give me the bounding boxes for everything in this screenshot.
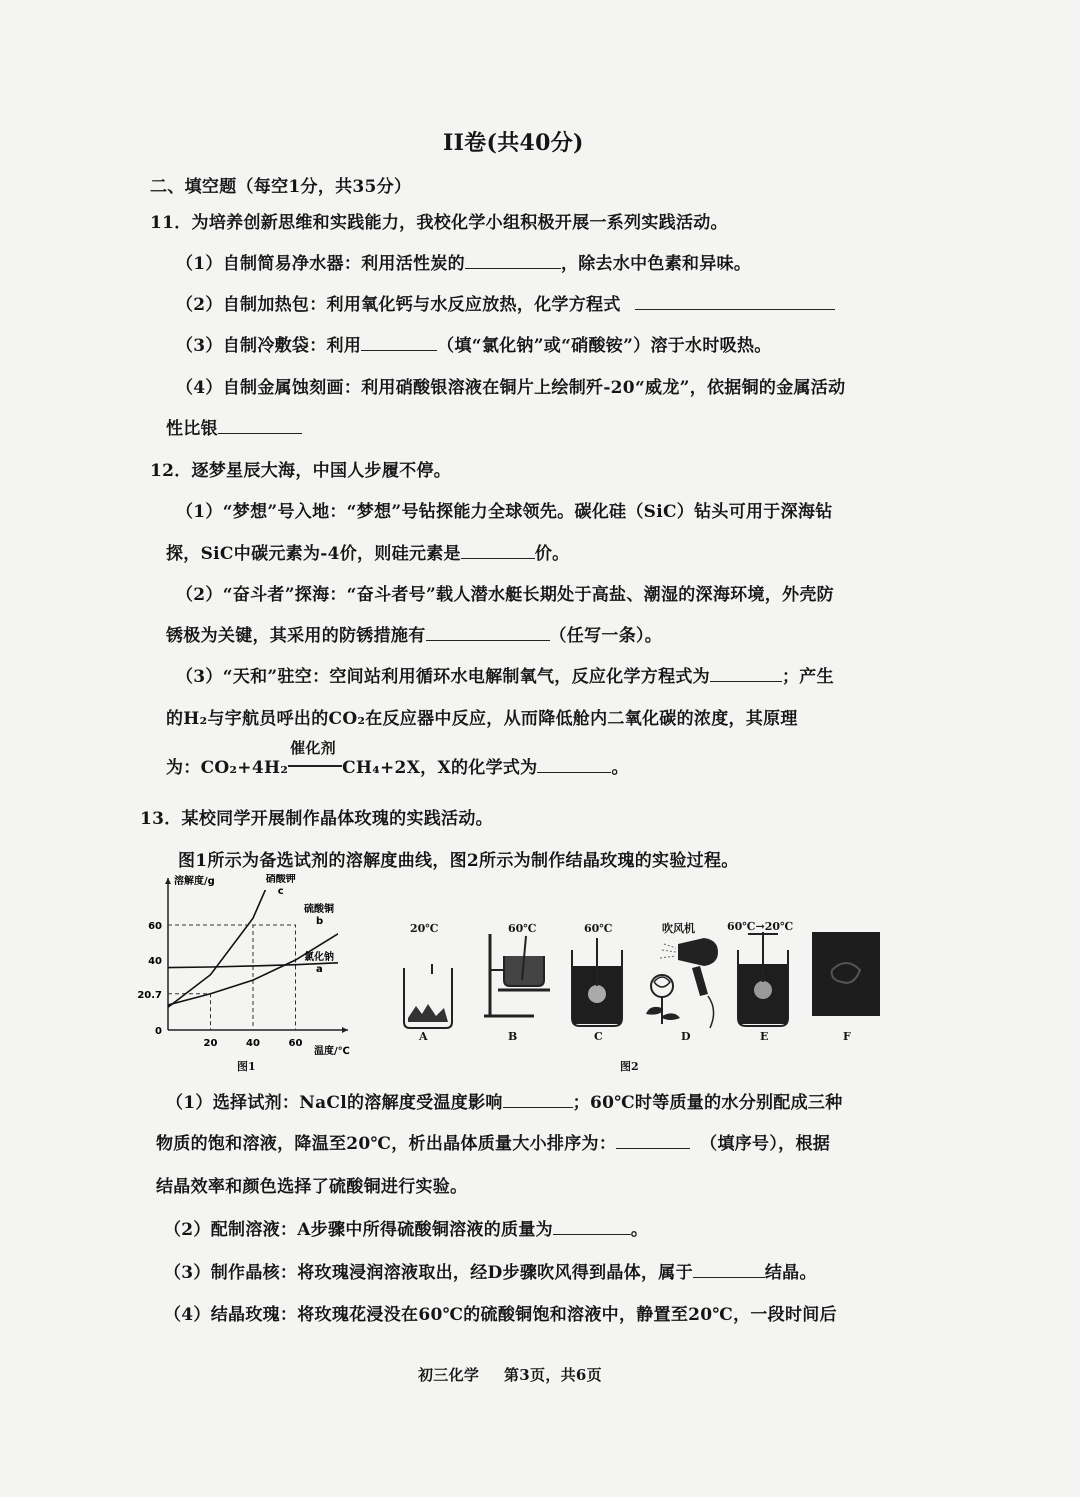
answer-blank[interactable]: [616, 1134, 690, 1149]
footer-page: 第3页，共6页: [504, 1366, 602, 1384]
q11-p1-text: （1）自制简易净水器：利用活性炭的: [176, 254, 465, 274]
q13-p4: （4）结晶玫瑰：将玫瑰花浸没在60℃的硫酸铜饱和溶液中，静置至20℃，一段时间后: [164, 1305, 837, 1325]
y-tick-label: 0: [155, 1026, 162, 1037]
equation-right: CH₄+2X，X的化学式为: [342, 758, 538, 778]
step-c-label: C: [594, 1030, 603, 1043]
rose-icon: [646, 975, 680, 1024]
q13-p3-text2: 结晶。: [764, 1263, 817, 1283]
y-tick-label: 20.7: [137, 989, 162, 1001]
step-a-label: A: [419, 1030, 428, 1043]
q13-p1-end: 结晶效率和颜色选择了硫酸铜进行实验。: [156, 1177, 468, 1197]
q12-p1-text2: 价。: [534, 544, 570, 564]
step-c-beaker: [572, 938, 622, 1026]
q13-p3: [164, 1258, 817, 1283]
q11-stem: 11．为培养创新思维和实践能力，我校化学小组积极开展一系列实践活动。: [150, 213, 728, 233]
q11-p4: （4）自制金属蚀刻画：利用硝酸银溶液在铜片上绘制歼-20“威龙”，依据铜的金属活动: [176, 378, 846, 398]
x-tick-label: 40: [246, 1038, 260, 1049]
footer-subject: 初三化学: [418, 1366, 480, 1384]
q11-p1: [176, 249, 751, 274]
q12-p1-text: 探，SiC中碳元素为-4价，则硅元素是: [166, 544, 461, 564]
answer-blank[interactable]: [693, 1263, 765, 1278]
q12-p3-text: （3）“天和”驻空：空间站利用循环水电解制氧气，反应化学方程式为: [176, 667, 710, 687]
q13-p2-text: （2）配制溶液：A步骤中所得硫酸铜溶液的质量为: [164, 1220, 553, 1240]
q12-p3: [176, 662, 834, 687]
step-f-label: F: [843, 1030, 851, 1043]
q12-p1: （1）“梦想”号入地：“梦想”号钻探能力全球领先。碳化硅（SiC）钻头可用于深海钻: [176, 502, 833, 522]
section-heading: 二、填空题（每空1分，共35分）: [150, 177, 412, 197]
q11-p4-text: 性比银: [166, 419, 218, 439]
q13-p1-text2: ；60℃时等质量的水分别配成三种: [572, 1093, 843, 1113]
series-letter-label: b: [316, 916, 324, 927]
q11-p2-text: （2）自制加热包：利用氧化钙与水反应放热，化学方程式: [176, 295, 621, 315]
q12-p3-cont: 的H₂与宇航员呼出的CO₂在反应器中反应，从而降低舱内二氧化碳的浓度，其原理: [166, 709, 798, 729]
y-axis-arrow: [165, 878, 171, 884]
q13-p2: [164, 1215, 648, 1240]
q13-p3-text: （3）制作晶核：将玫瑰浸润溶液取出，经D步骤吹风得到晶体，属于: [164, 1263, 693, 1283]
step-b-stand: [484, 934, 550, 1016]
q12-p3-text2: ；产生: [781, 667, 834, 687]
series-name-label: 氯化钠: [304, 952, 334, 963]
q11-p3-text: （3）自制冷敷袋：利用: [176, 336, 362, 356]
y-tick-label: 60: [148, 921, 162, 932]
equation-left: 为：CO₂+4H₂: [166, 758, 289, 778]
solubility-chart: [134, 874, 364, 1059]
answer-blank[interactable]: [218, 419, 302, 434]
q13-p1: [166, 1088, 843, 1113]
series-letter-label: c: [277, 886, 284, 897]
experiment-figure: [392, 910, 882, 1040]
step-b-label: B: [508, 1030, 518, 1043]
q13-p1-text: （1）选择试剂：NaCl的溶解度受温度影响: [166, 1093, 503, 1113]
fig1-caption: 图1: [237, 1060, 256, 1073]
step-d-label: 吹风机: [662, 922, 695, 935]
q11-p3: [176, 331, 772, 356]
hair-dryer-icon: [678, 938, 718, 1028]
period: 。: [611, 758, 629, 778]
answer-blank[interactable]: [465, 254, 561, 269]
page-title: II卷(共40分): [443, 130, 584, 156]
step-e-beaker: [738, 932, 788, 1026]
q12-p2: （2）“奋斗者”探海：“奋斗者号”载人潜水艇长期处于高盐、潮湿的深海环境，外壳防: [176, 585, 834, 605]
series-name-label: 硫酸铜: [304, 904, 334, 915]
step-c-temp: 60℃: [584, 922, 613, 935]
x-tick-label: 60: [288, 1038, 303, 1049]
q13-stem: 13．某校同学开展制作晶体玫瑰的实践活动。: [140, 809, 493, 829]
q12-p3-equation: [166, 739, 629, 778]
q11-p3-text2: （填“氯化钠”或“硝酸铵”）溶于水时吸热。: [437, 336, 772, 356]
series-line: [168, 874, 281, 1007]
q11-p2: [176, 290, 835, 315]
series-letter-label: a: [316, 964, 323, 975]
answer-blank[interactable]: [503, 1093, 573, 1108]
q12-p1-cont: [166, 539, 569, 564]
answer-blank[interactable]: [426, 626, 550, 641]
step-d-letter: D: [681, 1030, 691, 1043]
answer-blank[interactable]: [537, 758, 611, 773]
step-d-dryer: [646, 938, 718, 1028]
q12-p2-text2: （任写一条）。: [549, 626, 663, 646]
q13-p1-text4: （填序号），根据: [700, 1134, 831, 1154]
q12-p2-cont: [166, 621, 662, 646]
step-a-beaker: [404, 964, 452, 1028]
crystal-pile-icon: [408, 1004, 448, 1022]
q13-p1-cont: [156, 1129, 830, 1154]
step-a-temp: 20℃: [410, 922, 439, 935]
q11-p1-text2: ，除去水中色素和异味。: [560, 254, 752, 274]
q13-p2-text2: 。: [630, 1220, 649, 1240]
step-e-temp: 60℃→20℃: [727, 920, 794, 933]
q12-stem: 12．逐梦星辰大海，中国人步履不停。: [150, 461, 452, 481]
y-tick-label: 40: [148, 956, 162, 967]
q13-intro: 图1所示为备选试剂的溶解度曲线，图2所示为制作结晶玫瑰的实验过程。: [178, 851, 739, 871]
series-name-label: 硝酸钾: [265, 874, 296, 885]
x-tick-label: 20: [203, 1038, 218, 1049]
answer-blank[interactable]: [553, 1220, 631, 1235]
step-e-label: E: [760, 1030, 769, 1043]
catalyst-label: 催化剂: [290, 739, 336, 757]
answer-blank[interactable]: [461, 544, 535, 559]
q12-p2-text: 锈极为关键，其采用的防锈措施有: [166, 626, 426, 646]
step-b-temp: 60℃: [508, 922, 537, 935]
q13-p1-text3: 物质的饱和溶液，降温至20℃，析出晶体质量大小排序为：: [156, 1134, 617, 1154]
answer-blank[interactable]: [635, 295, 835, 310]
q11-p4-cont: [166, 414, 302, 439]
x-axis-label: 温度/℃: [314, 1046, 350, 1057]
step-f-photo: [812, 932, 880, 1016]
reaction-line: [288, 765, 342, 767]
reaction-arrow: [288, 739, 342, 773]
guide-line: [168, 925, 253, 1030]
answer-blank[interactable]: [710, 667, 782, 682]
x-axis-arrow: [342, 1027, 348, 1033]
y-axis-label: 溶解度/g: [174, 876, 215, 887]
guide-line: [168, 925, 296, 1030]
answer-blank[interactable]: [361, 336, 437, 351]
fig2-caption: 图2: [620, 1060, 639, 1073]
